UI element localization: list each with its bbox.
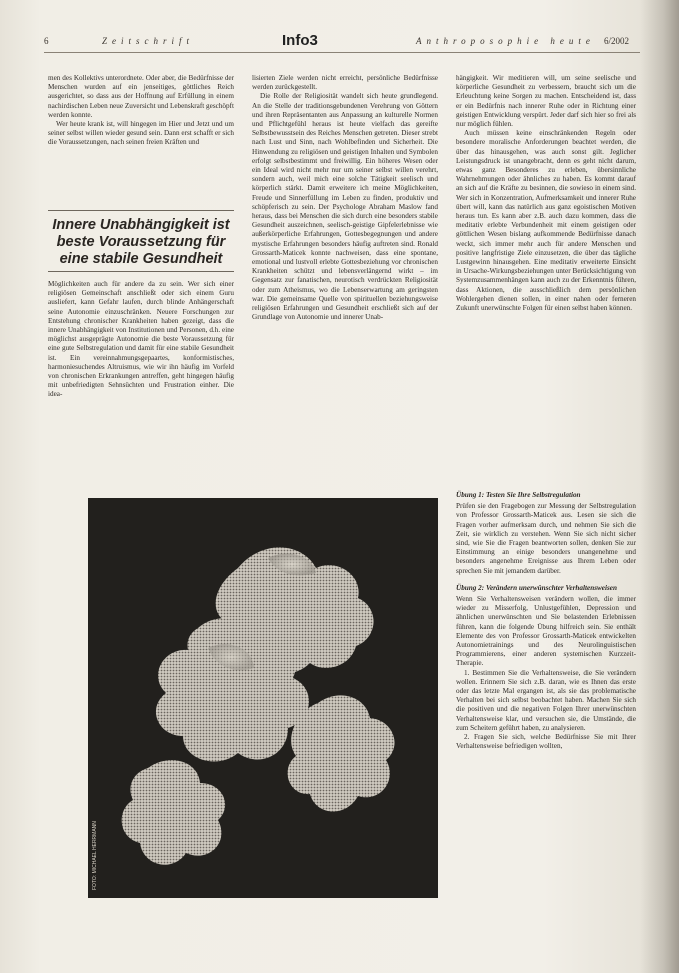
exercise-2-step: 1. Bestimmen Sie die Verhaltensweise, die Sie verändern wollen. Erinnern Sie sich z.B. daran, wie es Ihnen das erste oder das letzte Mal ergangen ist, als sie das problematische Verhalten bei sich selbst beobachtet haben. Machen Sie sich die positiven und die negativen Folgen Ihrer unerwünschten Verhaltensweise klar, und versuchen sie, die Umstände, die zum Scheitern geführt haben, zu analysieren. <box>456 668 636 732</box>
exercise-2-title: Übung 2: Verändern unerwünschter Verhaltensweisen <box>456 583 617 592</box>
cloud-image <box>88 498 438 898</box>
paragraph: lisierten Ziele werden nicht erreicht, persönliche Bedürfnisse werden zurückgestellt. <box>252 74 438 92</box>
pull-quote: Innere Unabhängigkeit ist beste Voraussetzung für eine stabile Gesundheit <box>48 210 234 272</box>
running-header <box>44 32 644 50</box>
brand-logo: Info3 <box>282 32 318 49</box>
column-2 <box>252 74 438 499</box>
header-rule <box>44 52 640 53</box>
page-fold-shadow <box>640 0 679 973</box>
exercise-1-title: Übung 1: Testen Sie Ihre Selbstregulation <box>456 491 581 499</box>
journal-name: Zeitschrift <box>102 36 195 46</box>
series-title: Anthroposophie heute <box>416 36 595 46</box>
exercise-1-body: Prüfen sie den Fragebogen zur Messung der Selbstregulation von Professor Grossarth-Maticek aus. Lesen sie sich die Fragen vorher aufmerksam durch, und nehmen Sie sich die Zeit, sie wirklich zu verstehen. Wenn Sie sich nicht sicher sind, wie Sie die Fragen beantworten sollen, denken Sie zur Einstimmung an einige besonders unangenehme und besonders angenehme Ereignisse aus Ihrem Leben oder sprechen Sie mit jemandem darüber. <box>456 502 636 575</box>
column-1-top <box>48 74 234 204</box>
column-1-bottom <box>48 280 234 494</box>
cloud-photo <box>88 498 438 898</box>
column-3-top <box>456 74 636 479</box>
exercise-2-body: Wenn Sie Verhaltensweisen verändern wollen, die immer wieder zu Misserfolg, Unlustgefühlen, Depression und ähnlichen unerwünschten und Sie belastenden Erlebnissen führen, kann die folgende Übung hilfreich sein. Sie enthält Elemente des von Professor Grossarth-Maticek entwickelten Autonomietrainings und des Neurolinguistischen Programmierens, einer anderen systemischen Kurzzeit-Therapie. <box>456 595 636 668</box>
paragraph: Die Rolle der Religiosität wandelt sich heute grundlegend. An die Stelle der traditionsgebundenen Verehrung von Göttern und ihren Repräsentanten aus Anpassung an kulturelle Normen und Pflichtgefühl heraus ist heute vielfach das gereifte Selbstbewusstsein des Reiches Menschen getreten. Dieser strebt nach Lust und Sinn, nach Wohlbefinden und Sicherheit. Die Hinwendung zu religiösen und geistigen Inhalten und Symbolen erfolgt selbstbestimmt und freiwillig. Ein höheres Wesen oder ein Ideal wird nicht mehr nur um seiner selbst willen verehrt, sondern auch, weil mich eine solche Tätigkeit seelisch und körperlich stärkt. Damit erweitere ich meine Möglichkeiten, Freude und Sinnerfüllung im Leben zu finden, produktiv und schöpferisch zu sein. Der Psychologe Abraham Maslow fand heraus, dass bei Menschen die sich durch eine besonders stabile Gesundheit auszeichnen, seelisch-geistige Gipfelerlebnisse wie außerkörperliche Erfahrungen, Gottesbegegnungen und andere mystische Erfahrungen besonders häufig auftreten sind. Ronald Grossarth-Maticek konnte nachweisen, dass eine spontane, emotional und lustvoll erlebte Gottesbeziehung vor chronischen Krankheiten schützt und lebensverlängernd wirkt – im Gegensatz zur fanatischen, neurotisch verdrückten Religiosität oder zum Atheismus, wo die Lebenserwartung am geringsten war. Die gemeinsame Quelle von spirituellen beziehungsweise religiösen Erfahrungen und Gesundheit erschließt sich auf der Grundlage von Autonomie und innerer Unab- <box>252 92 438 322</box>
photo-credit <box>92 882 212 890</box>
exercises-box <box>456 487 636 905</box>
paragraph: men des Kollektivs unterordnete. Oder aber, die Bedürfnisse der Menschen wurden auf ein jenseitiges, göttliches Reich ausgerichtet, so dass aus der Hoffnung auf Erfüllung in einem nachirdischen Leben neue Zuversicht und Lebenskraft geschöpft werden konnte. <box>48 74 234 119</box>
paragraph: hängigkeit. Wir meditieren will, um seine seelische und körperliche Gesundheit zu verbessern, braucht sich um die Erleuchtung keine Sorgen zu machen. Entscheidend ist, dass er ein Bedürfnis nach innerer Ruhe oder in Richtung einer geistigen Entwicklung verspürt. Jeder darf sich hier so frei als nur möglich fühlen. <box>456 74 636 129</box>
issue-number: 6/2002 <box>604 36 630 46</box>
paragraph: Auch müssen keine einschränkenden Regeln oder besondere moralische Anforderungen beachtet werden, die über das hinausgehen, was auch sonst gilt. Jeglicher Leistungsdruck ist unangebracht, denn es geht nicht darum, etwas ganz Besonderes zu erleben, übersinnliche Wahrnehmungen oder ähnliches zu haben. Es kommt darauf an sich auf die Kräfte zu besinnen, die sowieso in einem sind. Wer sich in Konzentration, Aufmerksamkeit und innerer Ruhe übert will, kann das natürlich aus ganz egoistischen Motiven heraus tun. Es kann aber z.B. auch dazu kommen, dass die meditativ erlebte Verbundenheit mit einem geistigen oder göttlichen Wesen bislang aufkommende Bedürfnisse danach weckt, sich immer mehr auch für andere Menschen und positive langfristige Ziele einzusetzen, die über das tägliche Lustgewinn hinausgehen. Eine meditativ erweiterte Einsicht in Ursache-Wirkungsbeziehungen unter Berücksichtigung von Systemzusammenhängen kann auch zu der Erkenntnis führen, dass Aktionen, die ausschließlich dem persönlichen Wohlergehen dienen sollen, in einer nahen oder ferneren Zukunft unerwünschte Folgen für einen selbst haben können. <box>456 129 636 313</box>
page-number: 6 <box>44 36 49 46</box>
exercise-2-step: 2. Fragen Sie sich, welche Bedürfnisse Sie mit Ihrer Verhaltensweise befriedigen wollten, <box>456 733 636 751</box>
paragraph: Wer heute krank ist, will hingegen im Hier und Jetzt und um seiner selbst willen wieder gesund sein. Dann erst schafft er sich die Voraussetzungen, nach seinen freien Kräften und <box>48 120 234 147</box>
paragraph: Möglichkeiten auch für andere da zu sein. Wer sich einer religiösen Gemeinschaft anschließt oder sich einem Guru ausliefert, kann Gefahr laufen, durch blinde Anhängerschaft seine Autonomie einzuschränken. Neuere Forschungen zur Entstehung chronischer Krankheiten haben gezeigt, dass die innere Unabhängigkeit von Institutionen und Personen, d.h. eine möglichst ausgeprägte Autonomie die beste Voraussetzung für eine gute Selbstregulation und damit für eine stabile Gesundheit ist. Ein vereinnahmungsgepaartes, konformistisches, harmoniesuchendes Altruismus, wie wir ihn häufig im Vorfeld von chronischen Erkrankungen antreffen, geht hingegen häufig mit unbefriedigten Sehnsüchten und Frustration einher. Die idea- <box>48 280 234 399</box>
